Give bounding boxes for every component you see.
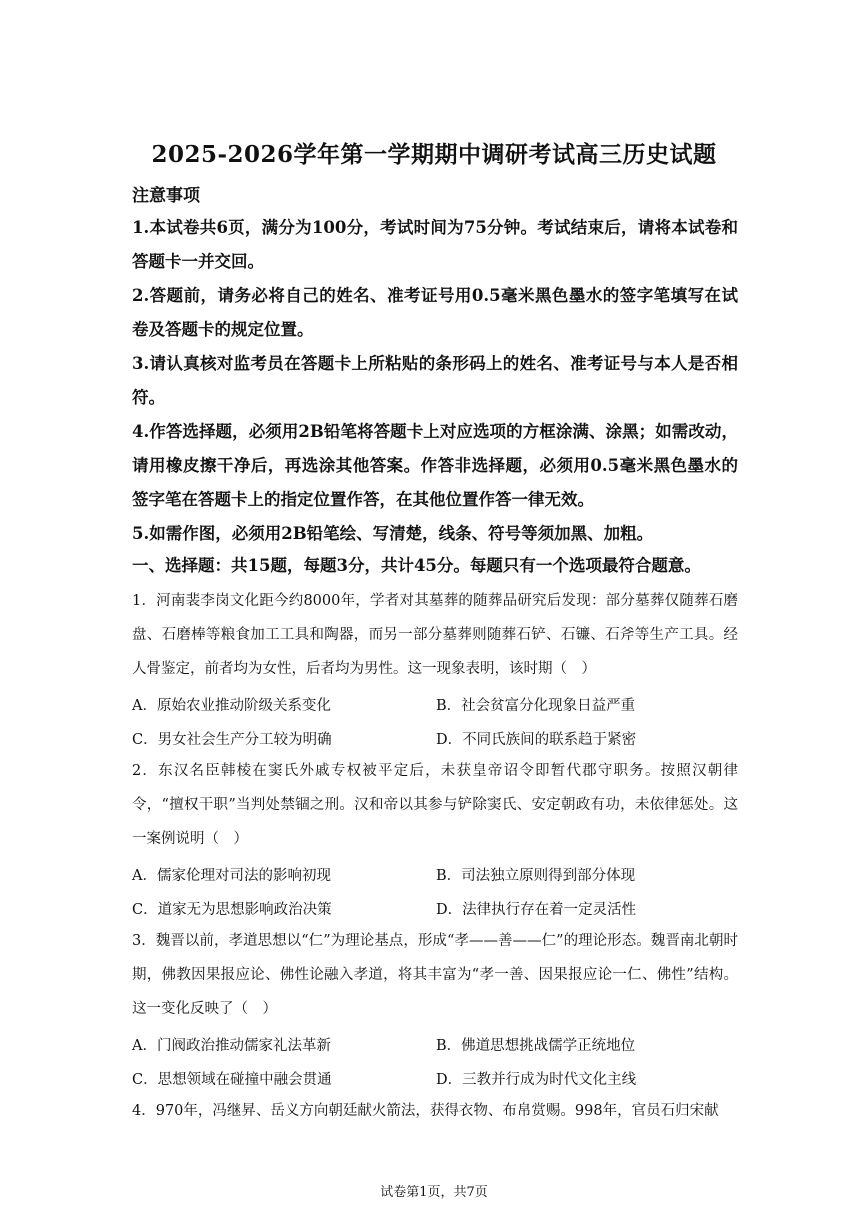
section-heading: 一、选择题：共15题，每题3分，共计45分。每题只有一个选项最符合题意。 [132, 556, 701, 575]
question-1-option-d: D．不同氏族间的联系趋于紧密 [436, 732, 637, 748]
question-2-option-a: A．儒家伦理对司法的影响初现 [132, 868, 331, 884]
question-4-stem: 4．970年，冯继昇、岳义方向朝廷献火箭法，获得衣物、布帛赏赐。998年，官员石归宋献 [132, 1103, 719, 1119]
question-3-option-b: B．佛道思想挑战儒学正统地位 [436, 1038, 636, 1054]
question-2-stem: 2．东汉名臣韩棱在窦氏外戚专权被平定后，未获皇帝诏令即暂代郡守职务。按照汉朝律令，“擅权干职”当判处禁锢之刑。汉和帝以其参与铲除窦氏、安定朝政有功，未依律惩处。这一案例说明（ ） [132, 763, 738, 847]
question-1-option-c: C．男女社会生产分工较为明确 [132, 732, 332, 748]
question-2-option-d: D．法律执行存在着一定灵活性 [436, 902, 637, 918]
notice-item-4: 4.作答选择题，必须用2B铅笔将答题卡上对应选项的方框涂满、涂黑；如需改动，请用橡皮擦干净后，再选涂其他答案。作答非选择题，必须用0.5毫米黑色墨水的签字笔在答题卡上的指定位置作答，在其他位置作答一律无效。 [132, 422, 738, 509]
notice-item-2: 2.答题前，请务必将自己的姓名、准考证号用0.5毫米黑色墨水的签字笔填写在试卷及答题卡的规定位置。 [132, 286, 738, 339]
notice-item-5: 5.如需作图，必须用2B铅笔绘、写清楚，线条、符号等须加黑、加粗。 [132, 524, 654, 543]
question-2-option-b: B．司法独立原则得到部分体现 [436, 868, 636, 884]
question-3-stem: 3．魏晋以前，孝道思想以“仁”为理论基点，形成“孝——善——仁”的理论形态。魏晋南北朝时期，佛教因果报应论、佛性论融入孝道，将其丰富为“孝一善、因果报应论一仁、佛性”结构。这一变化反映了（ ） [132, 933, 738, 1017]
question-1-option-a: A．原始农业推动阶级关系变化 [132, 698, 331, 714]
notice-item-3: 3.请认真核对监考员在答题卡上所粘贴的条形码上的姓名、准考证号与本人是否相符。 [132, 354, 738, 407]
question-1-stem: 1．河南裴李岗文化距今约8000年，学者对其墓葬的随葬品研究后发现：部分墓葬仅随葬石磨盘、石磨棒等粮食加工工具和陶器，而另一部分墓葬则随葬石铲、石镰、石斧等生产工具。经人骨鉴定，前者均为女性，后者均为男性。这一现象表明，该时期（ ） [132, 593, 738, 677]
notice-heading: 注意事项 [132, 186, 200, 206]
page-footer: 试卷第1页，共7页 [380, 1185, 488, 1200]
notice-item-1: 1.本试卷共6页，满分为100分，考试时间为75分钟。考试结束后，请将本试卷和答题卡一并交回。 [132, 218, 738, 271]
question-3-option-c: C．思想领域在碰撞中融会贯通 [132, 1072, 332, 1088]
question-2-option-c: C．道家无为思想影响政治决策 [132, 902, 332, 918]
question-3-option-d: D．三教并行成为时代文化主线 [436, 1072, 637, 1088]
question-1-option-b: B．社会贫富分化现象日益严重 [436, 698, 636, 714]
question-3-option-a: A．门阀政治推动儒家礼法革新 [132, 1038, 331, 1054]
exam-title: 2025-2026学年第一学期期中调研考试高三历史试题 [151, 141, 717, 168]
